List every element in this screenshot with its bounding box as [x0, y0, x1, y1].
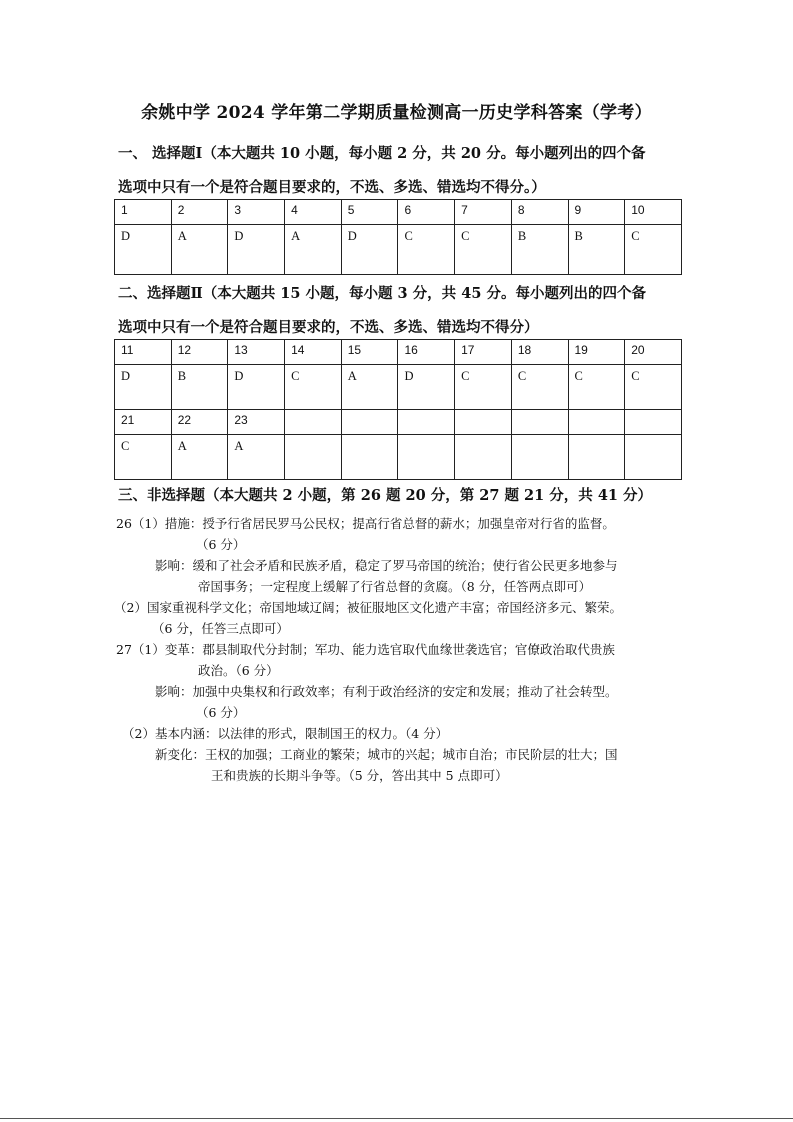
question-number: 22: [171, 410, 228, 435]
section2-heading-line2: 选项中只有一个是符合题目要求的，不选、多选、错选均不得分）: [118, 319, 539, 336]
answer-cell: B: [511, 225, 568, 275]
question-number: [625, 410, 682, 435]
answer-cell: [398, 435, 455, 480]
answer-cell: [285, 435, 342, 480]
question-number: 3: [228, 200, 285, 225]
question-number: 2: [171, 200, 228, 225]
answer-line: 影响：缓和了社会矛盾和民族矛盾，稳定了罗马帝国的统治；使行省公民更多地参与: [155, 558, 618, 573]
question-number: 7: [455, 200, 512, 225]
section1-answer-row: [115, 225, 682, 275]
question-number: 6: [398, 200, 455, 225]
question-number: 8: [511, 200, 568, 225]
answer-cell: A: [171, 225, 228, 275]
section2-number-row-1: [115, 340, 682, 365]
answer-cell: D: [398, 365, 455, 410]
section1-heading: [118, 140, 688, 202]
section1-heading-line1: 一、 选择题Ⅰ（本大题共 10 小题，每小题 2 分，共 20 分。每小题列出的四个备: [118, 145, 646, 162]
answer-cell: [568, 435, 625, 480]
section2-answer-row-1: [115, 365, 682, 410]
answer-cell: [511, 435, 568, 480]
answer-cell: A: [285, 225, 342, 275]
section1-heading-line2: 选项中只有一个是符合题目要求的，不选、多选、错选均不得分。）: [118, 179, 546, 196]
question-number: [398, 410, 455, 435]
section2-answer-row-2: [115, 435, 682, 480]
answer-cell: C: [511, 365, 568, 410]
question-number: 20: [625, 340, 682, 365]
answer-cell: B: [568, 225, 625, 275]
answer-line: （2）国家重视科学文化；帝国地域辽阔；被征服地区文化遗产丰富；帝国经济多元、繁荣。: [114, 600, 622, 615]
answer-cell: C: [625, 365, 682, 410]
section2-heading: [118, 280, 688, 342]
answer-cell: C: [285, 365, 342, 410]
answer-cell: C: [455, 225, 512, 275]
section2-answer-table: [114, 339, 682, 480]
section1-number-row: [115, 200, 682, 225]
answer-line: 26（1）措施：授予行省居民罗马公民权；提高行省总督的薪水；加强皇帝对行省的监督。: [116, 516, 615, 531]
answer-cell: C: [398, 225, 455, 275]
answer-cell: A: [171, 435, 228, 480]
answer-cell: D: [341, 225, 398, 275]
question-number: 5: [341, 200, 398, 225]
question-number: [568, 410, 625, 435]
question-number: [455, 410, 512, 435]
question-number: 4: [285, 200, 342, 225]
answer-cell: C: [568, 365, 625, 410]
answer-line: 王和贵族的长期斗争等。（5 分，答出其中 5 点即可）: [211, 768, 508, 783]
answer-cell: D: [228, 225, 285, 275]
answer-line: 新变化：王权的加强；工商业的繁荣；城市的兴起；城市自治；市民阶层的壮大；国: [155, 747, 618, 762]
question-number: 10: [625, 200, 682, 225]
question-number: 16: [398, 340, 455, 365]
answer-cell: D: [115, 365, 172, 410]
page-title: 余姚中学 2024 学年第二学期质量检测高一历史学科答案（学考）: [141, 103, 652, 123]
answer-cell: C: [625, 225, 682, 275]
page-bottom-border: [0, 1118, 793, 1119]
question-number: 12: [171, 340, 228, 365]
answer-line: （6 分）: [196, 705, 246, 720]
question-number: 21: [115, 410, 172, 435]
answer-cell: C: [455, 365, 512, 410]
question-number: [511, 410, 568, 435]
answer-cell: D: [228, 365, 285, 410]
answer-cell: D: [115, 225, 172, 275]
section2-heading-line1: 二、选择题Ⅱ（本大题共 15 小题，每小题 3 分，共 45 分。每小题列出的四个备: [118, 285, 646, 302]
question-number: 9: [568, 200, 625, 225]
question-number: 18: [511, 340, 568, 365]
question-number: 23: [228, 410, 285, 435]
question-number: 13: [228, 340, 285, 365]
answer-line: （6 分，任答三点即可）: [152, 621, 289, 636]
question-number: 19: [568, 340, 625, 365]
question-number: 15: [341, 340, 398, 365]
answer-cell: B: [171, 365, 228, 410]
answer-cell: [455, 435, 512, 480]
question-number: [285, 410, 342, 435]
answer-line: （6 分）: [196, 537, 246, 552]
answer-cell: A: [341, 365, 398, 410]
answer-line: 影响：加强中央集权和行政效率；有利于政治经济的安定和发展；推动了社会转型。: [155, 684, 618, 699]
answer-cell: C: [115, 435, 172, 480]
section1-answer-table: [114, 199, 682, 275]
answer-cell: A: [228, 435, 285, 480]
answer-line: 政治。（6 分）: [198, 663, 279, 678]
answer-line: 帝国事务；一定程度上缓解了行省总督的贪腐。（8 分，任答两点即可）: [198, 579, 592, 594]
answer-cell: [341, 435, 398, 480]
question-number: 14: [285, 340, 342, 365]
question-number: [341, 410, 398, 435]
question-number: 11: [115, 340, 172, 365]
section3-heading: 三、非选择题（本大题共 2 小题，第 26 题 20 分，第 27 题 21 分，共 41 分）: [118, 487, 653, 504]
answer-cell: [625, 435, 682, 480]
section2-number-row-2: [115, 410, 682, 435]
answer-line: （2）基本内涵：以法律的形式，限制国王的权力。（4 分）: [122, 726, 449, 741]
question-number: 1: [115, 200, 172, 225]
answer-line: 27（1）变革：郡县制取代分封制；军功、能力选官取代血缘世袭选官；官僚政治取代贵族: [116, 642, 615, 657]
question-number: 17: [455, 340, 512, 365]
